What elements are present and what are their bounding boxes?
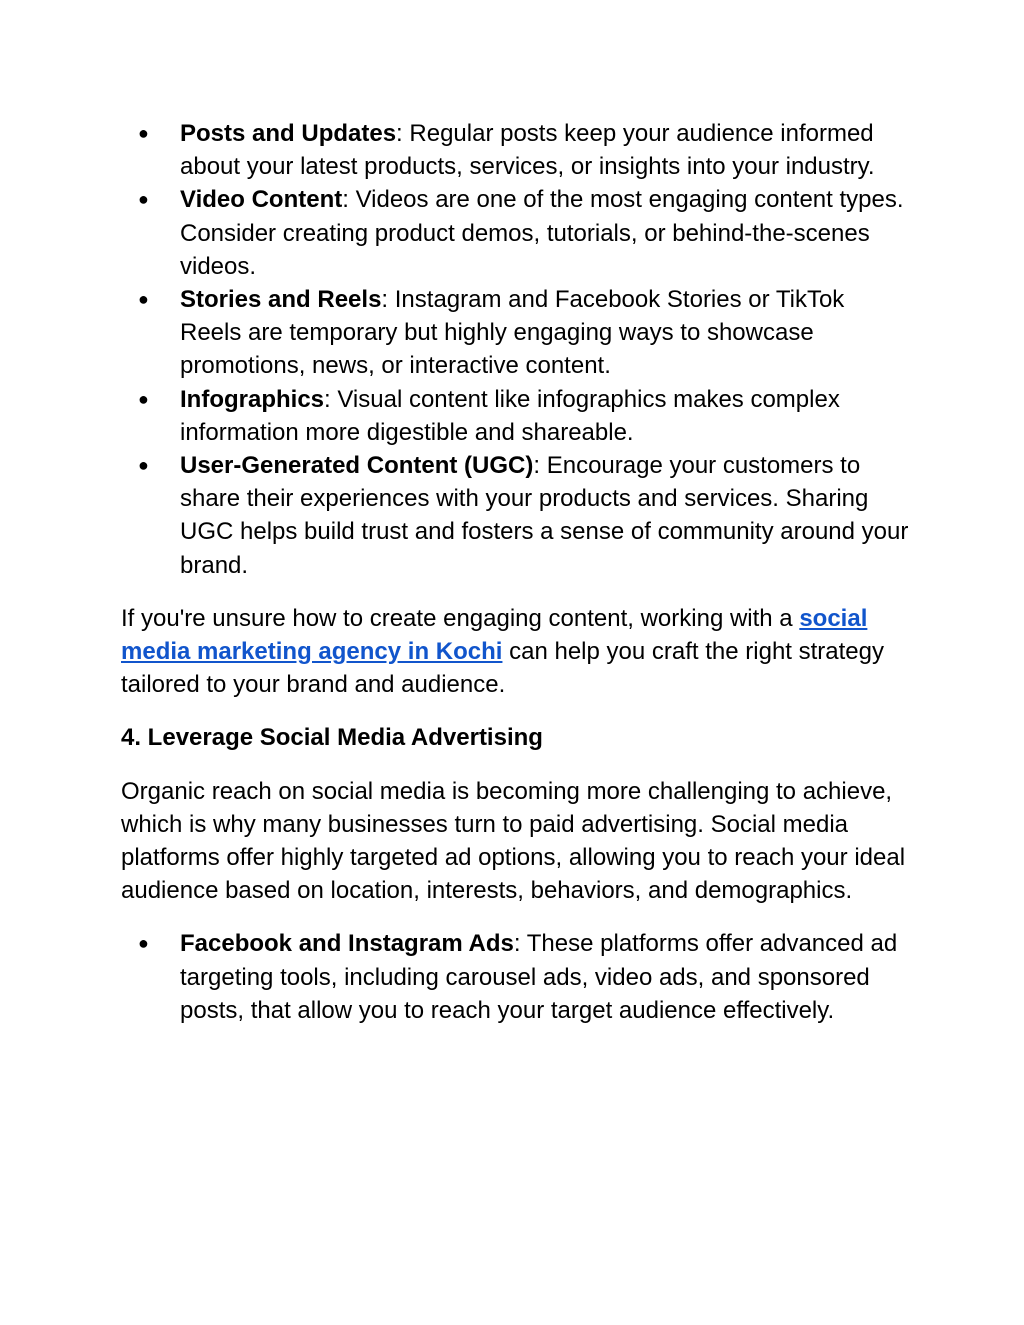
- list-item-term: Facebook and Instagram Ads: [180, 930, 514, 958]
- list-item-term: Stories and Reels: [180, 286, 382, 314]
- list-item: [121, 927, 911, 1027]
- list-item: [121, 283, 911, 383]
- bullet-icon: ●: [138, 455, 149, 476]
- agency-link[interactable]: social media marketing agency in Kochi: [121, 604, 868, 666]
- list-item: [121, 117, 911, 183]
- bullet-icon: ●: [138, 933, 149, 954]
- section-paragraph: Organic reach on social media is becoming more challenging to achieve, which is why many businesses turn to paid advertising. Social media platforms offer highly targeted ad options, allowing you to reach your ideal audience based on location, interests, behaviors, and demographics.: [121, 777, 906, 905]
- cta-text-before: If you're unsure how to create engaging content, working with a: [121, 604, 800, 632]
- cta-paragraph: [121, 602, 911, 702]
- bullet-icon: ●: [138, 123, 149, 143]
- bullet-icon: ●: [138, 289, 149, 310]
- list-item-term: Posts and Updates: [180, 120, 397, 147]
- list-item-text: : Instagram and Facebook Stories or TikTok Reels are temporary but highly engaging ways to showcase promotions, news, or interactive content.: [180, 286, 845, 380]
- list-item-term: Video Content: [180, 186, 343, 214]
- list-item-text: : These platforms offer advanced ad targeting tools, including carousel ads, video ads, and sponsored posts, that allow you to reach your target audience effectively.: [180, 930, 898, 1024]
- ad-platforms-list: [121, 927, 911, 1027]
- document-body: [121, 117, 911, 1027]
- list-item-text: : Videos are one of the most engaging content types. Consider creating product demos, tutorials, or behind-the-scenes videos.: [180, 186, 904, 280]
- content-types-list: [121, 117, 911, 582]
- list-item-text: : Encourage your customers to share their experiences with your products and services. Sharing UGC helps build trust and fosters a sense of community around your brand.: [180, 452, 909, 579]
- cta-text-after: can help you craft the right strategy tailored to your brand and audience.: [121, 638, 884, 699]
- section-heading: 4. Leverage Social Media Advertising: [121, 724, 543, 752]
- list-item: [121, 383, 911, 449]
- list-item: [121, 449, 911, 582]
- list-item-text: : Visual content like infographics makes complex information more digestible and shareable.: [180, 385, 840, 446]
- bullet-icon: ●: [138, 388, 149, 409]
- bullet-icon: ●: [138, 189, 149, 210]
- list-item-term: Infographics: [180, 385, 325, 413]
- list-item-text: : Regular posts keep your audience informed about your latest products, services, or insights into your industry.: [180, 120, 875, 181]
- list-item: [121, 183, 911, 283]
- list-item-term: User-Generated Content (UGC): [180, 452, 534, 480]
